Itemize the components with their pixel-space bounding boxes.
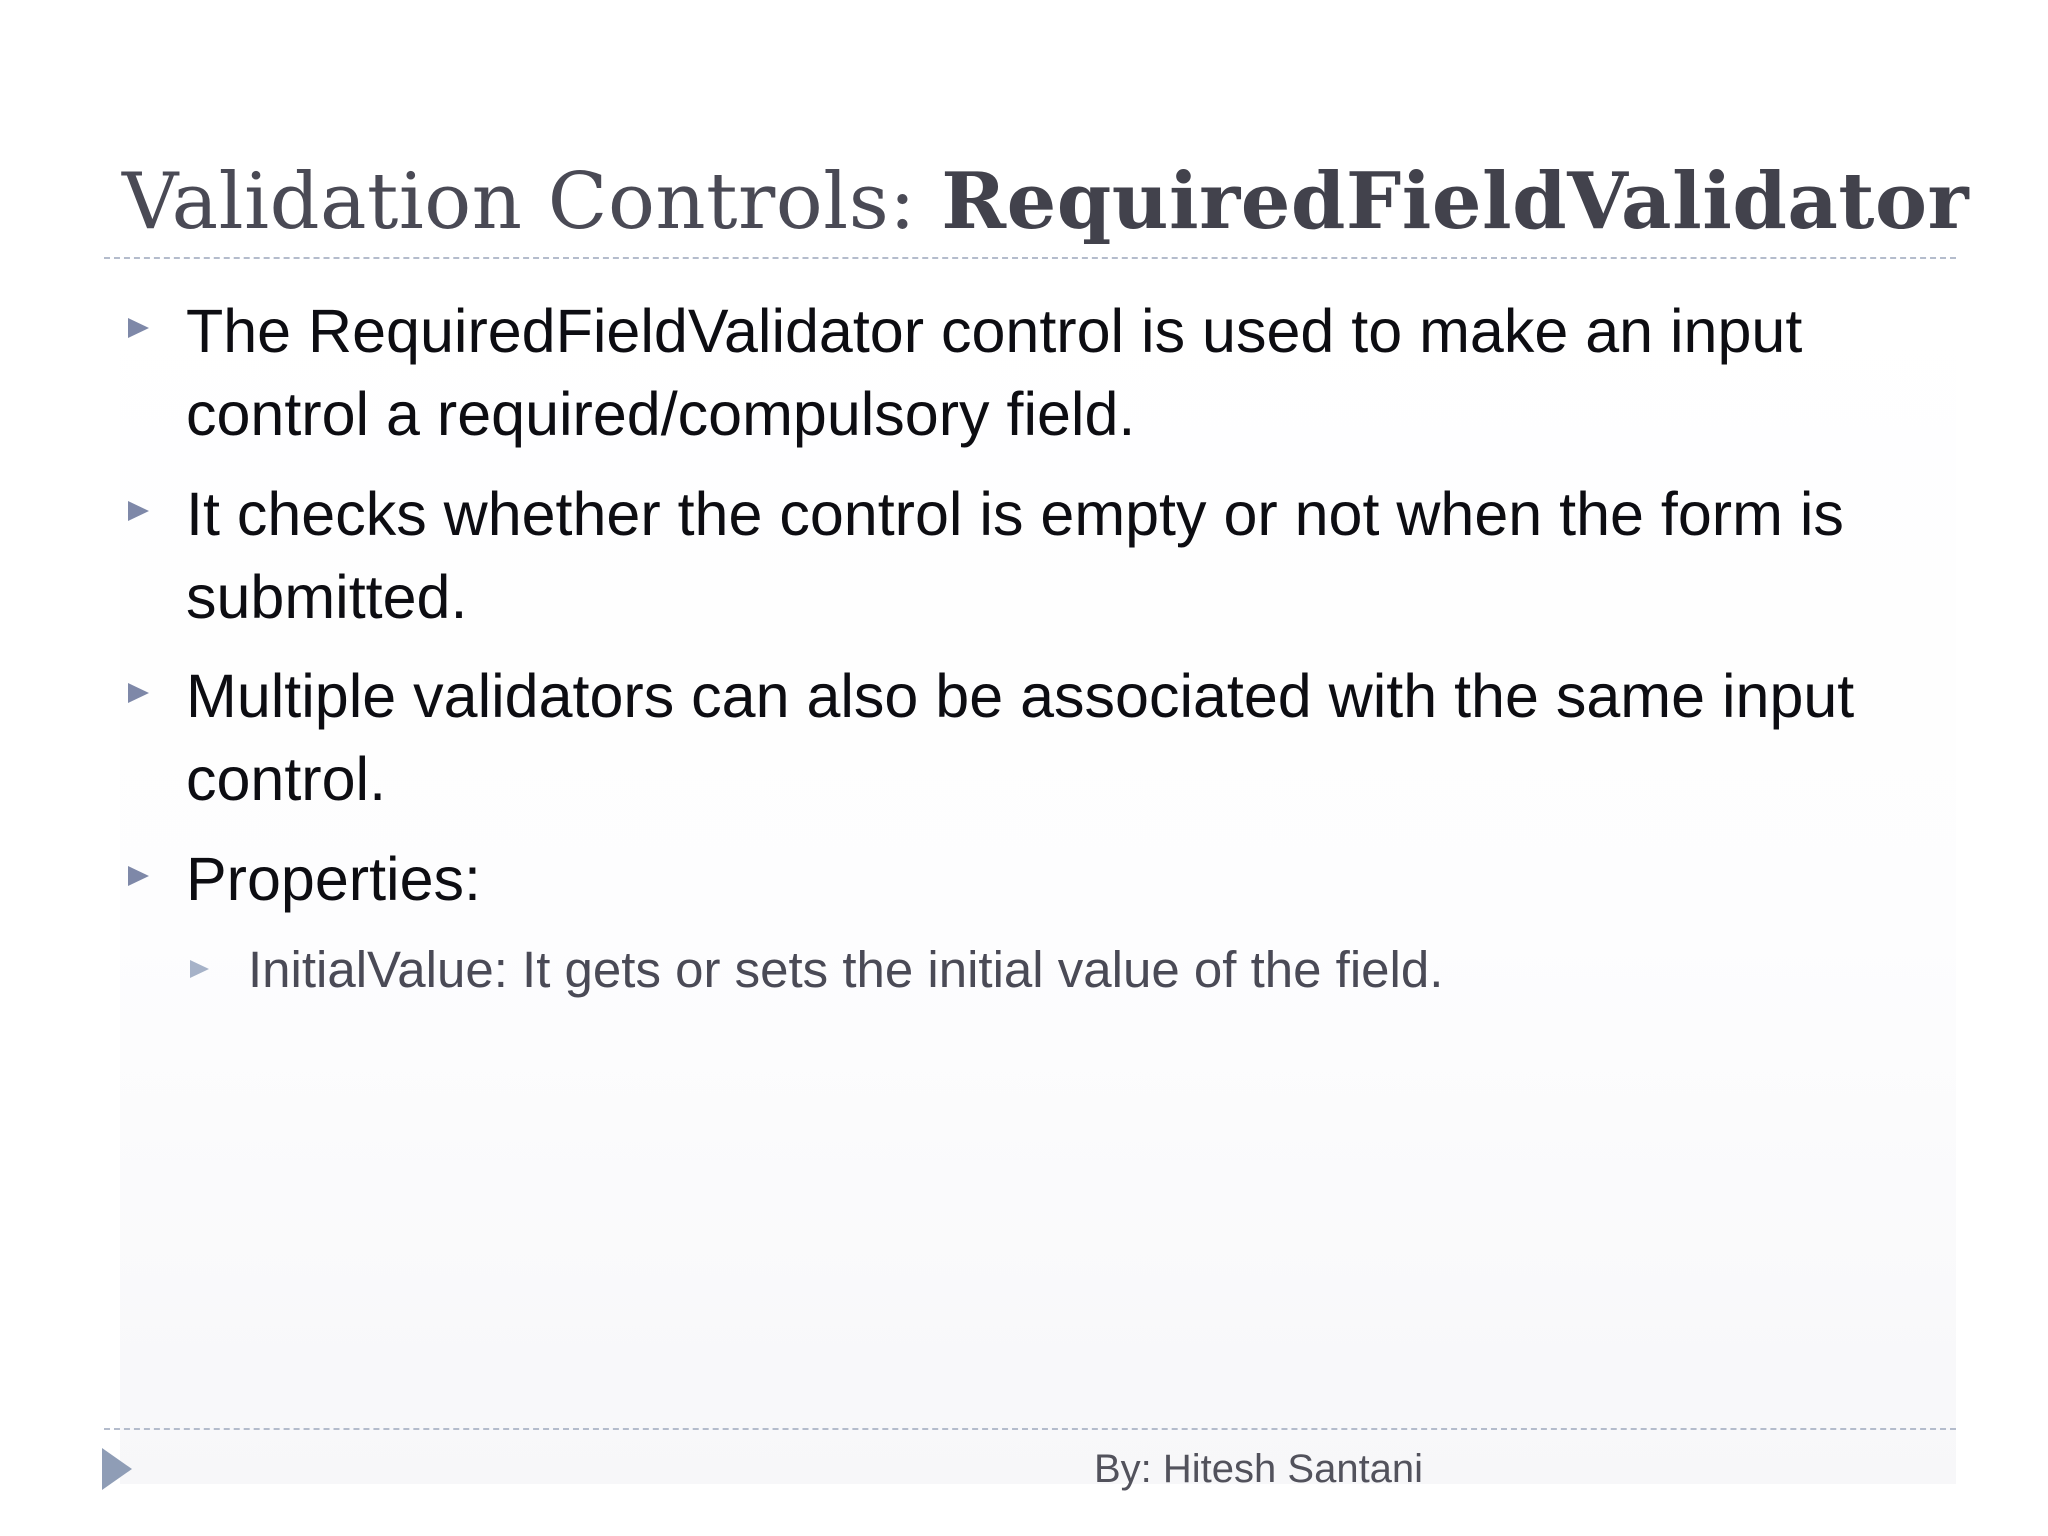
- bullet-text: It checks whether the control is empty or not when the form is submitted.: [186, 480, 1844, 631]
- title-prefix: Validation Controls:: [122, 157, 942, 247]
- sub-bullet-text: InitialValue: It gets or sets the initial value of the field.: [248, 941, 1444, 998]
- bullet-text: Properties:: [186, 845, 481, 913]
- sub-bullet-item: [190, 935, 1950, 1005]
- bullet-item: [128, 838, 1968, 921]
- bullet-triangle-icon: [128, 318, 149, 338]
- bullet-text: The RequiredFieldValidator control is used to make an input control a required/compulsory field.: [186, 297, 1803, 448]
- bullet-text: Multiple validators can also be associated with the same input control.: [186, 662, 1855, 813]
- bullet-item: [128, 290, 1968, 456]
- title-divider: [104, 257, 1956, 259]
- title-emphasis: RequiredFieldValidator: [941, 156, 1970, 247]
- slide-title: [122, 152, 1969, 252]
- bullet-item: [128, 655, 1968, 821]
- bullet-triangle-icon: [128, 683, 149, 703]
- footer-divider: [104, 1428, 1956, 1430]
- sub-bullet-triangle-icon: [190, 960, 209, 978]
- bullet-item: [128, 473, 1968, 639]
- footer-triangle-icon: [102, 1448, 132, 1490]
- bullet-triangle-icon: [128, 501, 149, 521]
- bullet-triangle-icon: [128, 866, 149, 886]
- footer-author: By: Hitesh Santani: [1094, 1447, 1424, 1491]
